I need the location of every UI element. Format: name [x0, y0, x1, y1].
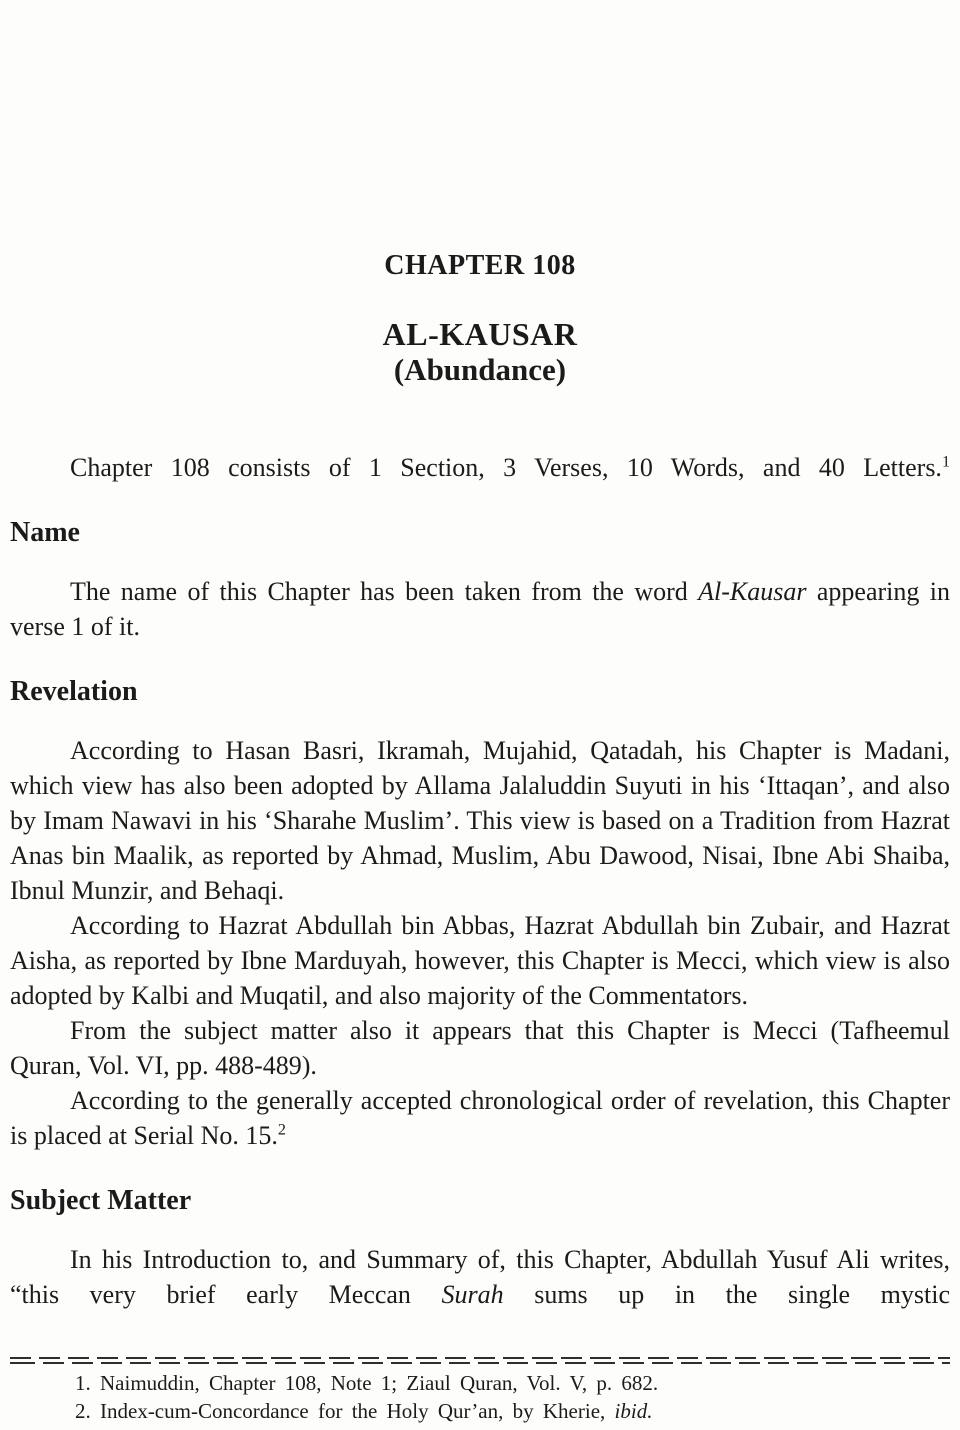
section-heading-revelation: Revelation: [10, 676, 138, 707]
footnote-list: [10, 1370, 950, 1425]
footnote-item-2: 2. Index-cum-Concordance for the Holy Qur’an, by Kherie, ibid.: [75, 1399, 653, 1423]
section-heading-subject-matter: Subject Matter: [10, 1185, 192, 1216]
section-heading-name: Name: [10, 517, 80, 548]
section-revelation: [10, 676, 950, 1153]
chapter-number: CHAPTER 108: [384, 250, 576, 281]
footnote-item-1: 1. Naimuddin, Chapter 108, Note 1; Ziaul Quran, Vol. V, p. 682.: [75, 1371, 659, 1395]
subject-matter-paragraph: In his Introduction to, and Summary of, this Chapter, Abdullah Yusuf Ali writes, “this very brief early Meccan Surah sums up in the single mystic: [10, 1245, 950, 1309]
chapter-title: AL-KAUSAR: [382, 316, 578, 352]
section-name: [10, 517, 950, 644]
intro-paragraph: Chapter 108 consists of 1 Section, 3 Verses, 10 Words, and 40 Letters.$^1$: [70, 453, 950, 482]
footnotes-block: [10, 1353, 950, 1426]
revelation-paragraph-3: From the subject matter also it appears that this Chapter is Mecci (Tafheemul Quran, Vol. VI, pp. 488-489).: [10, 1016, 950, 1080]
section-subject-matter: [10, 1185, 950, 1312]
chapter-header: [10, 0, 950, 388]
name-paragraph: The name of this Chapter has been taken from the word Al-Kausar appearing in verse 1 of it.: [10, 577, 950, 641]
footnote-separator: [10, 1357, 950, 1364]
revelation-paragraph-1: According to Hasan Basri, Ikramah, Mujahid, Qatadah, his Chapter is Madani, which view has also been adopted by Allama Jalaluddin Suyuti in his ‘Ittaqan’, and also by Imam Nawavi in his ‘Sharahe Muslim’. This view is based on a Tradition from Hazrat Anas bin Maalik, as reported by Ahmad, Muslim, Abu Dawood, Nisai, Ibne Abi Shaiba, Ibnul Munzir, and Behaqi.: [10, 736, 950, 905]
chapter-subtitle: (Abundance): [393, 352, 567, 387]
revelation-paragraph-4: According to the generally accepted chronological order of revelation, this Chapter is placed at Serial No. 15.$^2$: [10, 1086, 950, 1150]
revelation-paragraph-2: According to Hazrat Abdullah bin Abbas, Hazrat Abdullah bin Zubair, and Hazrat Aisha, as reported by Ibne Marduyah, however, this Chapter is Mecci, which view is also adopted by Kalbi and Muqatil, and also majority of the Commentators.: [10, 911, 950, 1010]
